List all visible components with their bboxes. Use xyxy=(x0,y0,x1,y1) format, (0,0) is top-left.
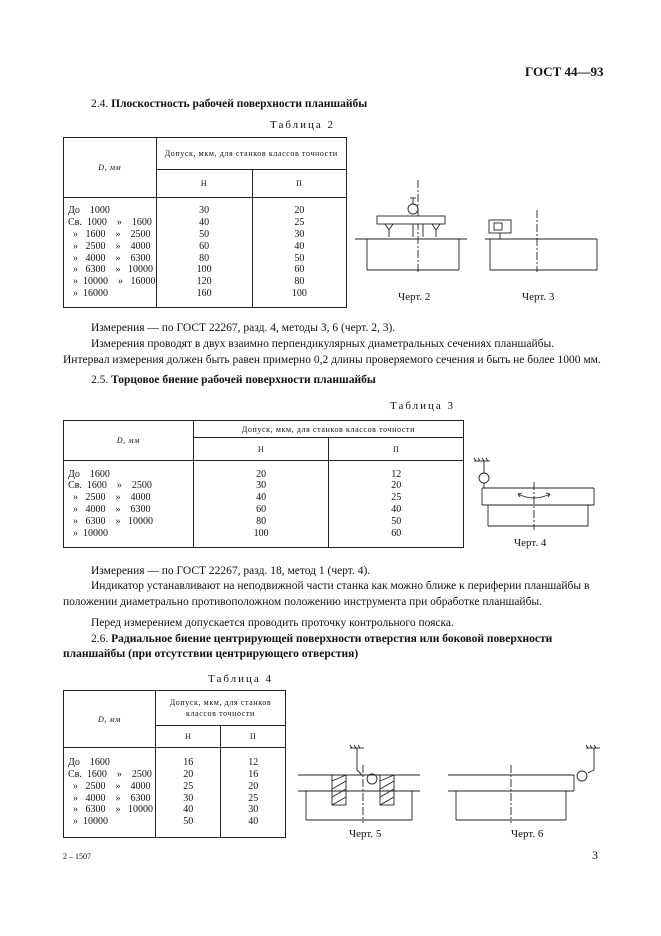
table-row: » 4000 » 6300 xyxy=(68,252,151,264)
table-3-n-column xyxy=(193,461,329,548)
table-cell: 20 xyxy=(294,205,305,217)
table-2-header-tolerance: Допуск, мкм, для станков классов точности xyxy=(156,138,347,170)
table-3-header-tolerance: Допуск, мкм, для станков классов точности xyxy=(193,421,463,438)
table-cell: 25 xyxy=(183,780,194,792)
table-cell: 60 xyxy=(294,264,305,276)
table-cell: 50 xyxy=(199,228,210,240)
table-cell: 30 xyxy=(256,480,267,492)
table-cell: 40 xyxy=(391,504,402,515)
table-4-p-column xyxy=(221,748,286,838)
table-cell: 80 xyxy=(294,276,305,288)
figure-6-caption: Черт. 6 xyxy=(511,828,544,840)
table-cell: 40 xyxy=(256,492,267,504)
section-2-4-title: Плоскостность рабочей поверхности планшайбы xyxy=(111,98,368,110)
table-4-header-d: D, мм xyxy=(64,691,156,748)
table-row: » 16000 xyxy=(68,287,108,299)
table-2-p-column xyxy=(252,198,346,308)
table-cell: 30 xyxy=(294,228,305,240)
table-cell: 20 xyxy=(183,768,194,780)
table-row: Св. 1600 » 2500 xyxy=(68,768,152,780)
table-cell: 50 xyxy=(391,515,402,527)
table-row: » 4000 » 6300 xyxy=(68,504,151,515)
table-cell: 40 xyxy=(294,240,305,252)
table-cell: 60 xyxy=(256,504,267,515)
table-3-caption: Таблица 3 xyxy=(390,400,456,412)
table-row: До 1000 xyxy=(68,205,110,217)
table-3-header-p: П xyxy=(329,438,464,461)
table-row: Св. 1000 » 1600 xyxy=(68,217,152,229)
table-2-caption: Таблица 2 xyxy=(270,119,336,131)
table-row: » 4000 » 6300 xyxy=(68,792,151,804)
table-cell: 40 xyxy=(199,217,210,229)
table-row: » 2500 » 4000 xyxy=(68,492,151,504)
paragraph-control-belt: Перед измерением допускается проводить проточку контрольного пояска. xyxy=(91,617,454,629)
table-4-header-p: П xyxy=(221,726,286,748)
table-cell: 30 xyxy=(183,792,194,804)
table-cell: 30 xyxy=(199,205,210,217)
table-2-header-n: Н xyxy=(156,170,252,198)
table-row: » 6300 » 10000 xyxy=(68,804,153,816)
table-row: » 2500 » 4000 xyxy=(68,240,151,252)
table-cell: 20 xyxy=(391,480,402,492)
table-cell: 40 xyxy=(183,804,194,816)
table-cell: 16 xyxy=(183,757,194,769)
document-header: ГОСТ 44—93 xyxy=(525,64,604,79)
table-row: До 1600 xyxy=(68,468,110,480)
paragraph-measurement-2-5: Измерения — по ГОСТ 22267, разд. 18, метод 1 (черт. 4). xyxy=(91,565,371,577)
table-cell: 120 xyxy=(196,276,212,288)
table-4-d-column xyxy=(64,748,156,838)
table-cell: 60 xyxy=(199,240,210,252)
table-cell: 25 xyxy=(248,792,259,804)
section-2-4-number: 2.4. xyxy=(91,98,109,110)
table-2-header-d: D, мм xyxy=(64,138,157,198)
table-row: » 10000 xyxy=(68,816,108,828)
figure-4-drawing xyxy=(474,458,604,533)
table-4 xyxy=(63,690,286,838)
table-cell: 25 xyxy=(391,492,402,504)
table-cell: 100 xyxy=(253,527,269,539)
table-cell: 12 xyxy=(391,468,402,480)
table-2-header-p: П xyxy=(252,170,346,198)
table-cell: 20 xyxy=(248,780,259,792)
figure-5-caption: Черт. 5 xyxy=(349,828,382,840)
table-cell: 80 xyxy=(256,515,267,527)
table-cell: 80 xyxy=(199,252,210,264)
table-cell: 50 xyxy=(294,252,305,264)
section-2-5-title: Торцовое биение рабочей поверхности планшайбы xyxy=(111,374,376,386)
table-row: » 10000 » 16000 xyxy=(68,276,156,288)
figure-5-drawing xyxy=(298,745,423,825)
table-2-n-column xyxy=(156,198,252,308)
table-cell: 30 xyxy=(248,804,259,816)
table-4-caption: Таблица 4 xyxy=(208,673,274,685)
table-cell: 16 xyxy=(248,768,259,780)
figure-3-caption: Черт. 3 xyxy=(522,291,555,303)
table-3-p-column xyxy=(329,461,464,548)
table-3 xyxy=(63,420,464,548)
table-3-header-n: Н xyxy=(193,438,329,461)
paragraph-measurement-method: Измерения проводят в двух взаимно перпендикулярных диаметральных сечениях планшайбы. Интервал измерения должен быть равен примерно 0,2 длины проверяемого сечения и быть не более 1000 мм. xyxy=(63,338,601,366)
table-cell: 60 xyxy=(391,527,402,539)
figure-4-caption: Черт. 4 xyxy=(514,537,547,549)
table-row: » 6300 » 10000 xyxy=(68,264,153,276)
section-2-6-title: Радиальное биение центрирующей поверхности отверстия или боковой поверхности планшайбы (при отсутствии центрирующего отверстия) xyxy=(63,633,553,660)
paragraph-measurement-2-4: Измерения — по ГОСТ 22267, разд. 4, методы 3, 6 (черт. 2, 3). xyxy=(91,322,396,334)
section-2-5-number: 2.5. xyxy=(91,374,109,386)
section-2-6-heading xyxy=(63,632,603,662)
table-row: » 10000 xyxy=(68,527,108,539)
table-cell: 25 xyxy=(294,217,305,229)
table-2-d-column xyxy=(64,198,157,308)
table-cell: 100 xyxy=(291,287,307,299)
table-row: До 1600 xyxy=(68,757,110,769)
table-cell: 40 xyxy=(248,816,259,828)
table-4-header-n: Н xyxy=(155,726,221,748)
figure-6-drawing xyxy=(448,745,598,825)
table-cell: 100 xyxy=(196,264,212,276)
section-2-6-number: 2.6. xyxy=(91,633,109,645)
section-2-5-heading xyxy=(91,374,376,386)
table-row: » 6300 » 10000 xyxy=(68,515,153,527)
table-4-header-tolerance: Допуск, мкм, для станков классов точности xyxy=(155,691,285,726)
table-row: » 1600 » 2500 xyxy=(68,228,151,240)
table-3-d-column xyxy=(64,461,194,548)
footer-print-code: 2 – 1507 xyxy=(63,852,91,861)
section-2-4-heading xyxy=(91,98,367,110)
table-2 xyxy=(63,137,347,308)
table-4-n-column xyxy=(155,748,221,838)
table-cell: 50 xyxy=(183,816,194,828)
table-3-header-d: D, мм xyxy=(64,421,194,461)
table-row: » 2500 » 4000 xyxy=(68,780,151,792)
figure-3-drawing xyxy=(485,210,605,275)
page-number: 3 xyxy=(592,848,598,862)
table-cell: 20 xyxy=(256,468,267,480)
table-cell: 12 xyxy=(248,757,259,769)
figure-2-drawing xyxy=(355,180,475,275)
paragraph-indicator: Индикатор устанавливают на неподвижной части станка как можно ближе к периферии планшайбы в положении диаметрально противоположном положению инструмента при обработке планшайбы. xyxy=(63,580,590,608)
table-cell: 160 xyxy=(196,287,212,299)
table-row: Св. 1600 » 2500 xyxy=(68,480,152,492)
figure-2-caption: Черт. 2 xyxy=(398,291,431,303)
